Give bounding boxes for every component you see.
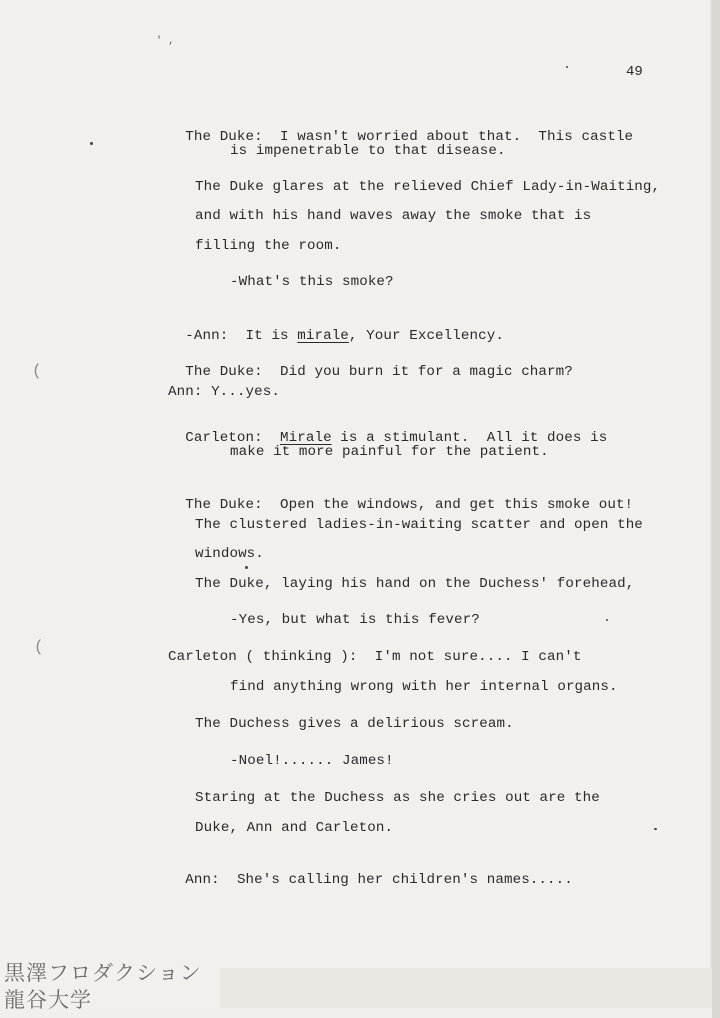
dialogue-line: Carleton ( thinking ): I'm not sure.... I can't	[168, 649, 582, 665]
stamp-line-1: 黒澤フロダクション	[4, 961, 202, 985]
speaker-label: Carleton:	[185, 430, 263, 446]
stage-direction: The Duke, laying his hand on the Duchess' forehead,	[195, 576, 635, 592]
dialogue-text: I wasn't worried about that. This castle	[280, 129, 634, 145]
dialogue-text: She's calling her children's names.....	[236, 872, 573, 888]
margin-mark: (	[34, 638, 44, 656]
dialogue-line: -Noel!...... James!	[230, 753, 394, 769]
speaker-label: -Ann:	[185, 328, 229, 344]
stage-direction: filling the room.	[195, 238, 342, 254]
stage-direction: The Duke glares at the relieved Chief Lady-in-Waiting,	[195, 179, 661, 195]
stage-direction: windows.	[195, 546, 264, 562]
bottom-bleed-band	[220, 968, 712, 1008]
scan-edge	[712, 0, 720, 1018]
stage-direction: Staring at the Duchess as she cries out are the	[195, 790, 600, 806]
dialogue-line: -Yes, but what is this fever?	[230, 612, 480, 628]
dialogue-text-after: is a stimulant. All it does is	[331, 430, 608, 446]
stage-direction: The clustered ladies-in-waiting scatter and open the	[195, 517, 643, 533]
archive-stamp	[4, 960, 202, 1014]
underlined-word: Mirale	[280, 430, 332, 446]
page-number: 49	[626, 64, 643, 80]
dialogue-line	[168, 856, 573, 888]
dialogue-line	[168, 312, 504, 344]
dialogue-text-before: It is	[245, 328, 298, 344]
dialogue-line	[168, 481, 633, 513]
stage-direction: The Duchess gives a delirious scream.	[195, 716, 514, 732]
stage-direction: Duke, Ann and Carleton.	[195, 820, 394, 836]
dialogue-continuation: find anything wrong with her internal organs.	[230, 679, 618, 695]
margin-mark: (	[32, 362, 42, 380]
scan-speck	[90, 142, 93, 145]
dialogue-line	[168, 414, 607, 446]
scan-speck	[654, 828, 657, 830]
dialogue-continuation: is impenetrable to that disease.	[230, 143, 506, 159]
speaker-label: The Duke:	[185, 497, 263, 513]
dialogue-continuation: make it more painful for the patient.	[230, 444, 549, 460]
speaker-label: The Duke:	[185, 129, 263, 145]
dialogue-line	[168, 113, 633, 145]
scan-speck	[566, 66, 568, 68]
underlined-word: mirale	[297, 328, 349, 344]
speaker-label: The Duke:	[185, 364, 263, 380]
dialogue-line: Ann: Y...yes.	[168, 384, 280, 400]
dialogue-line: -What's this smoke?	[230, 274, 394, 290]
scan-speck	[606, 619, 608, 621]
stamp-line-2: 龍谷大学	[4, 988, 92, 1012]
dialogue-text: Did you burn it for a magic charm?	[280, 364, 573, 380]
corner-mark: ' ,	[156, 36, 175, 47]
stage-direction: and with his hand waves away the smoke that is	[195, 208, 592, 224]
scan-speck	[245, 566, 248, 569]
dialogue-text-after: , Your Excellency.	[348, 328, 504, 344]
dialogue-line	[168, 348, 573, 380]
speaker-label: Ann:	[185, 872, 220, 888]
dialogue-text: Open the windows, and get this smoke out!	[280, 497, 634, 513]
